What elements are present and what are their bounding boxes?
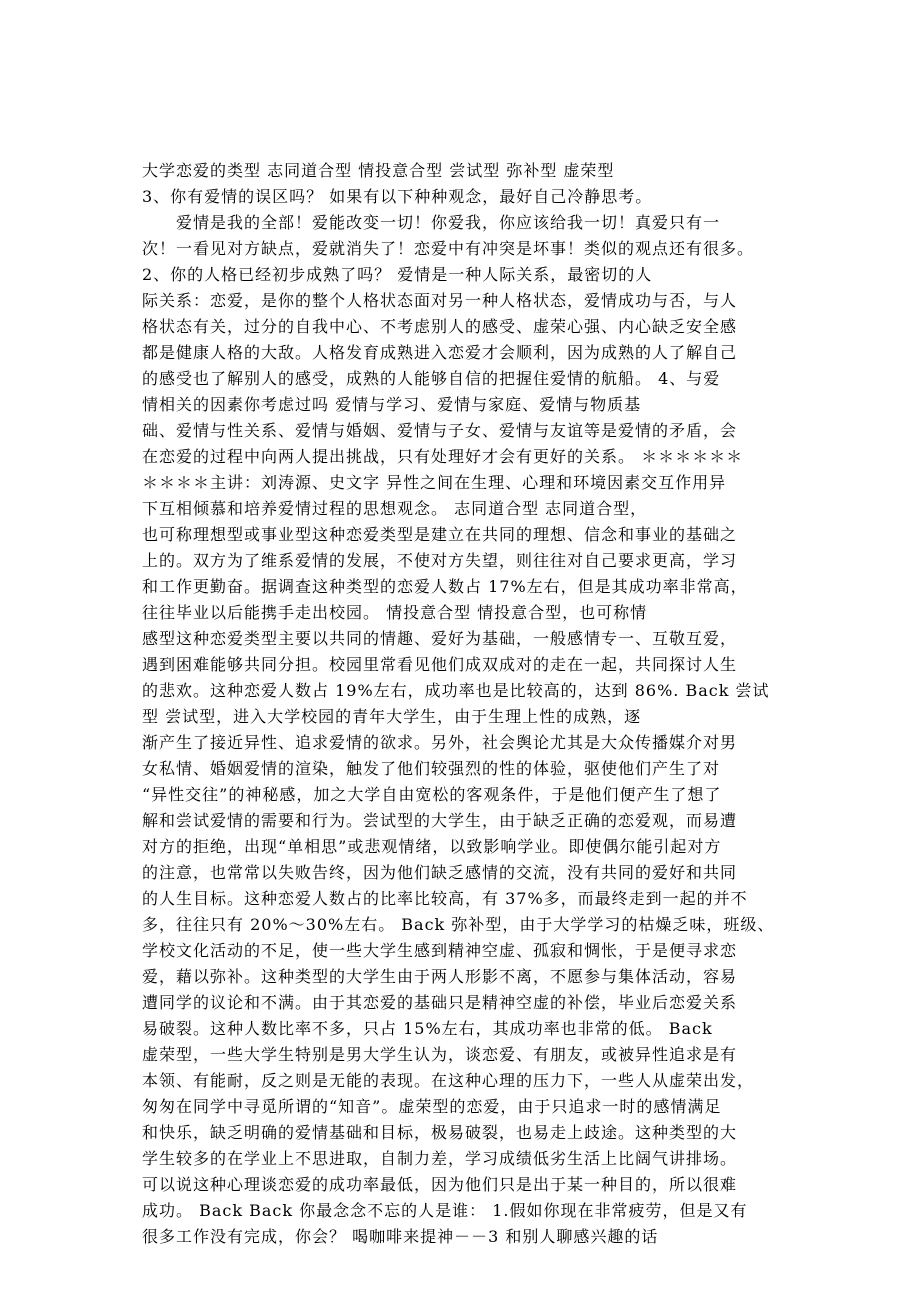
text-line: 匆匆在同学中寻觅所谓的“知音”。虚荣型的恋爱，由于只追求一时的感情满足 (142, 1097, 722, 1116)
text-line: 虚荣型，一些大学生特别是男大学生认为，谈恋爱、有朋友，或被异性追求是有 (142, 1045, 738, 1064)
text-line: 和快乐，缺乏明确的爱情基础和目标，极易破裂，也易走上歧途。这种类型的大 (142, 1123, 738, 1142)
text-line: ＊＊＊＊主讲：刘涛源、史文字 异性之间在生理、心理和环境因素交互作用异 (142, 473, 727, 492)
text-line: 女私情、婚姻爱情的渲染，触发了他们较强烈的性的体验，驱使他们产生了对 (142, 759, 721, 778)
text-line: 型 尝试型，进入大学校园的青年大学生，由于生理上性的成熟，逐 (142, 707, 642, 726)
text-line: 易破裂。这种人数比率不多，只占 15%左右，其成功率也非常的低。 Back (142, 1019, 713, 1038)
text-line: 和工作更勤奋。据调查这种类型的恋爱人数占 17%左右，但是其成功率非常高， (142, 577, 748, 596)
text-line: 成功。 Back Back 你最念念不忘的人是谁： 1.假如你现在非常疲劳，但是又有 (142, 1201, 748, 1220)
text-line: 很多工作没有完成，你会？ 喝咖啡来提神－－3 和别人聊感兴趣的话 (142, 1227, 659, 1246)
text-line: 爱，藉以弥补。这种类型的大学生由于两人形影不离，不愿参与集体活动，容易 (142, 967, 738, 986)
text-line: 感型这种恋爱类型主要以共同的情趣、爱好为基础，一般感情专一、互敬互爱， (142, 629, 738, 648)
text-line: 解和尝试爱情的需要和行为。尝试型的大学生，由于缺乏正确的恋爱观，而易遭 (142, 811, 738, 830)
text-line: 的悲欢。这种恋爱人数占 19%左右，成功率也是比较高的，达到 86%. Back 尝试 (142, 681, 770, 700)
text-line: 的注意，也常常以失败告终，因为他们缺乏感情的交流，没有共同的爱好和共同 (142, 863, 738, 882)
text-line: 也可称理想型或事业型这种恋爱类型是建立在共同的理想、信念和事业的基础之 (142, 525, 738, 544)
text-line: 学校文化活动的不足，使一些大学生感到精神空虚、孤寂和惆怅，于是便寻求恋 (142, 941, 738, 960)
text-line: 对方的拒绝，出现“单相思”或悲观情绪，以致影响学业。即使偶尔能引起对方 (142, 837, 722, 856)
text-line: 爱情是我的全部！爱能改变一切！你爱我，你应该给我一切！真爱只有一 (176, 213, 721, 232)
text-line: 的感受也了解别人的感受，成熟的人能够自信的把握住爱情的航船。 4、与爱 (142, 369, 721, 388)
text-line: 次！一看见对方缺点，爱就消失了！恋爱中有冲突是坏事！类似的观点还有很多。 (142, 239, 755, 258)
text-line: 下互相倾慕和培养爱情过程的思想观念。 志同道合型 志同道合型， (142, 499, 648, 518)
text-line: 往往毕业以后能携手走出校园。 情投意合型 情投意合型，也可称情 (142, 603, 648, 622)
text-line: 可以说这种心理谈恋爱的成功率最低，因为他们只是出于某一种目的，所以很难 (142, 1175, 738, 1194)
text-line: 在恋爱的过程中向两人提出挑战，只有处理好才会有更好的关系。 ＊＊＊＊＊＊ (142, 447, 744, 466)
text-line: 学生较多的在学业上不思进取，自制力差，学习成绩低劣生活上比阔气讲排场。 (142, 1149, 738, 1168)
text-line: 渐产生了接近异性、追求爱情的欲求。另外，社会舆论尤其是大众传播媒介对男 (142, 733, 738, 752)
text-line: 2、你的人格已经初步成熟了吗？ 爱情是一种人际关系，最密切的人 (142, 265, 653, 284)
text-line: 遇到困难能够共同分担。校园里常看见他们成双成对的走在一起，共同探讨人生 (142, 655, 738, 674)
text-line: 情相关的因素你考虑过吗 爱情与学习、爱情与家庭、爱情与物质基 (142, 395, 642, 414)
text-line: 大学恋爱的类型 志同道合型 情投意合型 尝试型 弥补型 虚荣型 (142, 161, 615, 180)
text-line: “异性交往”的神秘感，加之大学自由宽松的客观条件，于是他们便产生了想了 (142, 785, 722, 804)
text-line: 格状态有关，过分的自我中心、不考虑别人的感受、虚荣心强、内心缺乏安全感 (142, 317, 738, 336)
text-line: 都是健康人格的大敌。人格发育成熟进入恋爱才会顺利，因为成熟的人了解自己 (142, 343, 738, 362)
document-body (142, 158, 790, 1250)
text-line: 上的。双方为了维系爱情的发展，不使对方失望，则往往对自己要求更高，学习 (142, 551, 738, 570)
text-line: 多，往往只有 20%～30%左右。 Back 弥补型，由于大学学习的枯燥乏味，班级、 (142, 915, 775, 934)
text-line: 3、你有爱情的误区吗？ 如果有以下种种观念，最好自己冷静思考。 (142, 187, 653, 206)
text-line: 的人生目标。这种恋爱人数占的比率比较高，有 37%多，而最终走到一起的并不 (142, 889, 748, 908)
text-line: 遭同学的议论和不满。由于其恋爱的基础只是精神空虚的补偿，毕业后恋爱关系 (142, 993, 738, 1012)
text-line: 际关系：恋爱，是你的整个人格状态面对另一种人格状态，爱情成功与否，与人 (142, 291, 738, 310)
text-line: 础、爱情与性关系、爱情与婚姻、爱情与子女、爱情与友谊等是爱情的矛盾，会 (142, 421, 738, 440)
text-line: 本领、有能耐，反之则是无能的表现。在这种心理的压力下，一些人从虚荣出发， (142, 1071, 755, 1090)
